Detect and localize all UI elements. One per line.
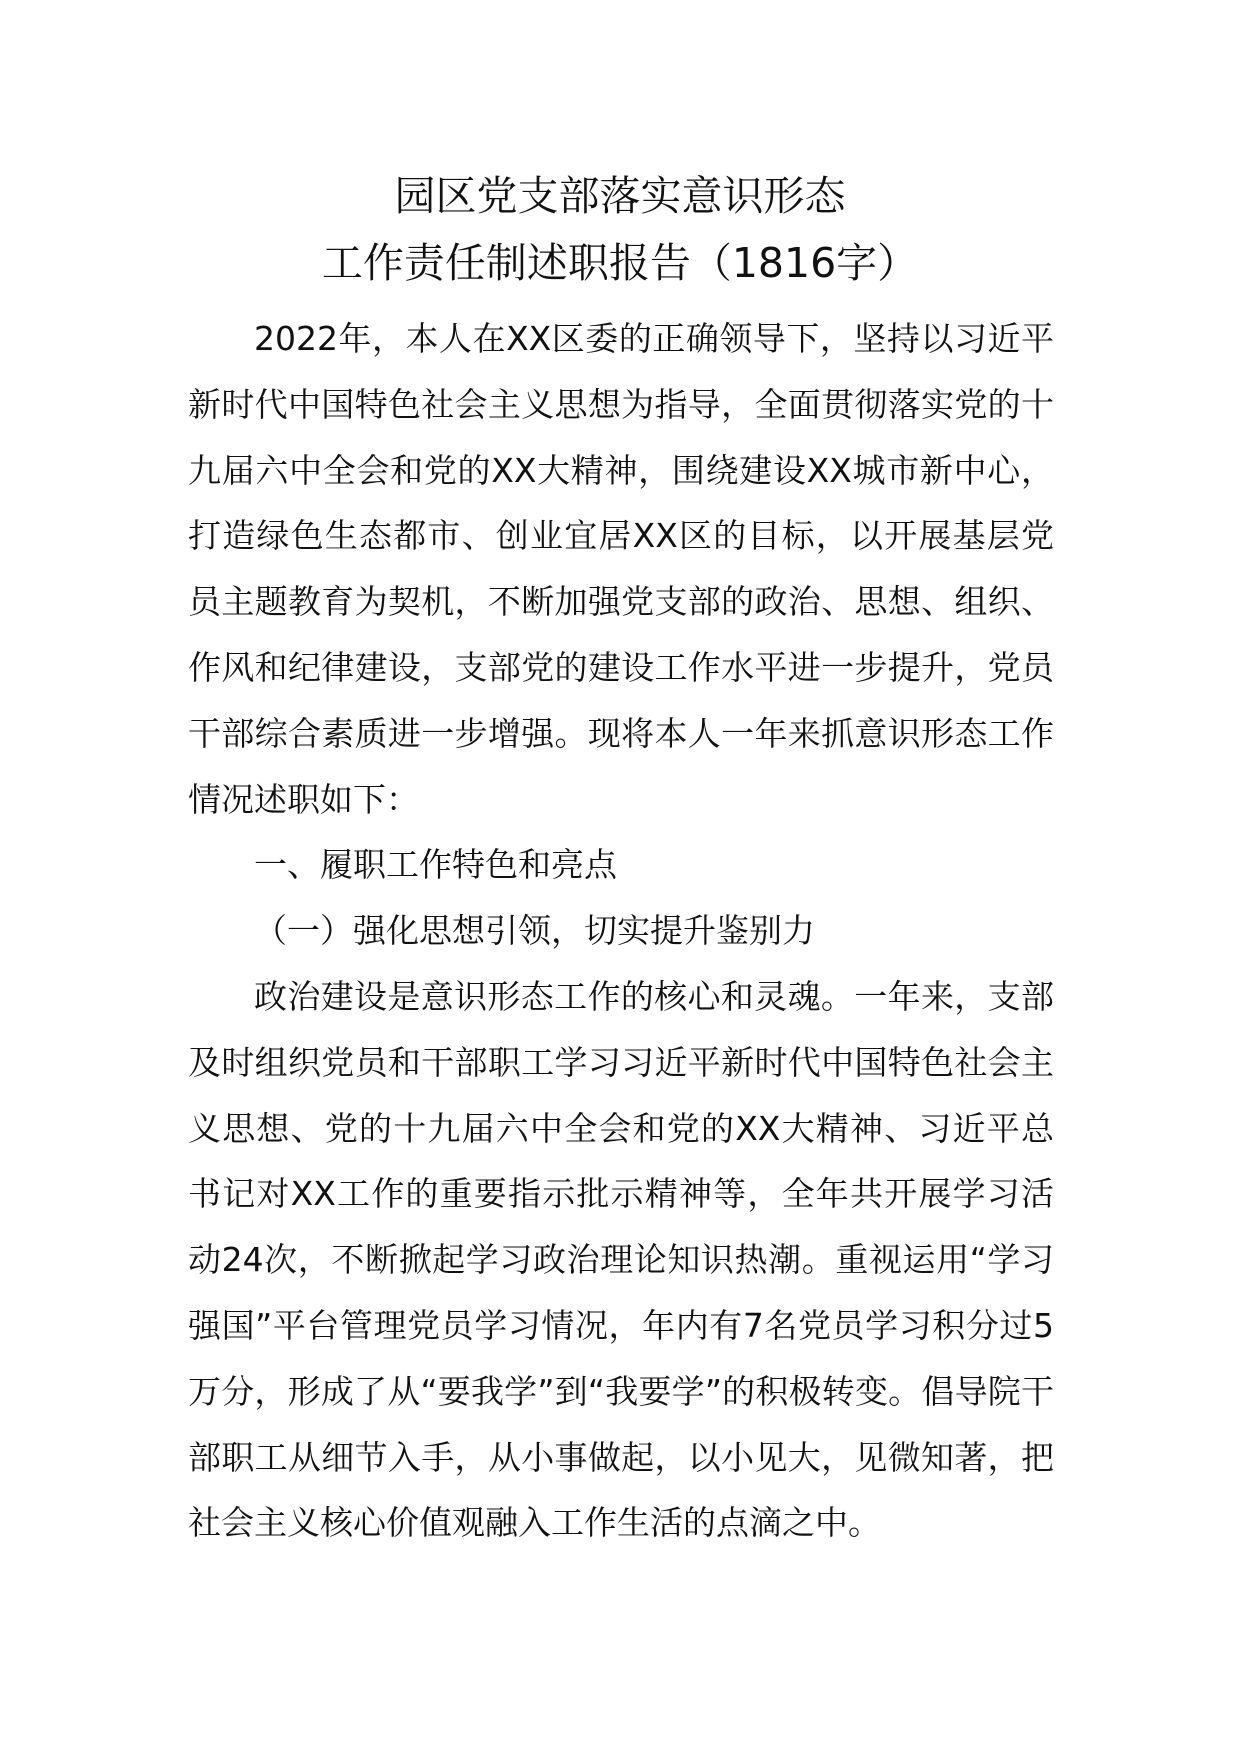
intro-paragraph: 2022年，本人在XX区委的正确领导下，坚持以习近平新时代中国特色社会主义思想为指导，全面贯彻落实党的十九届六中全会和党的XX大精神，围绕建设XX城市新中心，打造绿色生态都市、创业宜居XX区的目标，以开展基层党员主题教育为契机，不断加强党支部的政治、思想、组织、作风和纪律建设，支部党的建设工作水平进一步提升，党员干部综合素质进一步增强。现将本人一年来抓意识形态工作情况述职如下：: [188, 319, 1054, 819]
document-title-line-1: 园区党支部落实意识形态: [394, 172, 846, 220]
document-body: [188, 306, 1054, 1556]
subsection-heading: （一）强化思想引领，切实提升鉴别力: [254, 911, 815, 951]
document-title-line-2: 工作责任制述职报告（1816字）: [321, 239, 919, 287]
section-heading: 一、履职工作特色和亮点: [254, 845, 617, 885]
subsection-paragraph: 政治建设是意识形态工作的核心和灵魂。一年来，支部及时组织党员和干部职工学习习近平新时代中国特色社会主义思想、党的十九届六中全会和党的XX大精神、习近平总书记对XX工作的重要指示批示精神等，全年共开展学习活动24次，不断掀起学习政治理论知识热潮。重视运用“学习强国”平台管理党员学习情况，年内有7名党员学习积分过5万分，形成了从“要我学”到“我要学”的积极转变。倡导院干部职工从细节入手，从小事做起，以小见大，见微知著，把社会主义核心价值观融入工作生活的点滴之中。: [188, 976, 1054, 1543]
